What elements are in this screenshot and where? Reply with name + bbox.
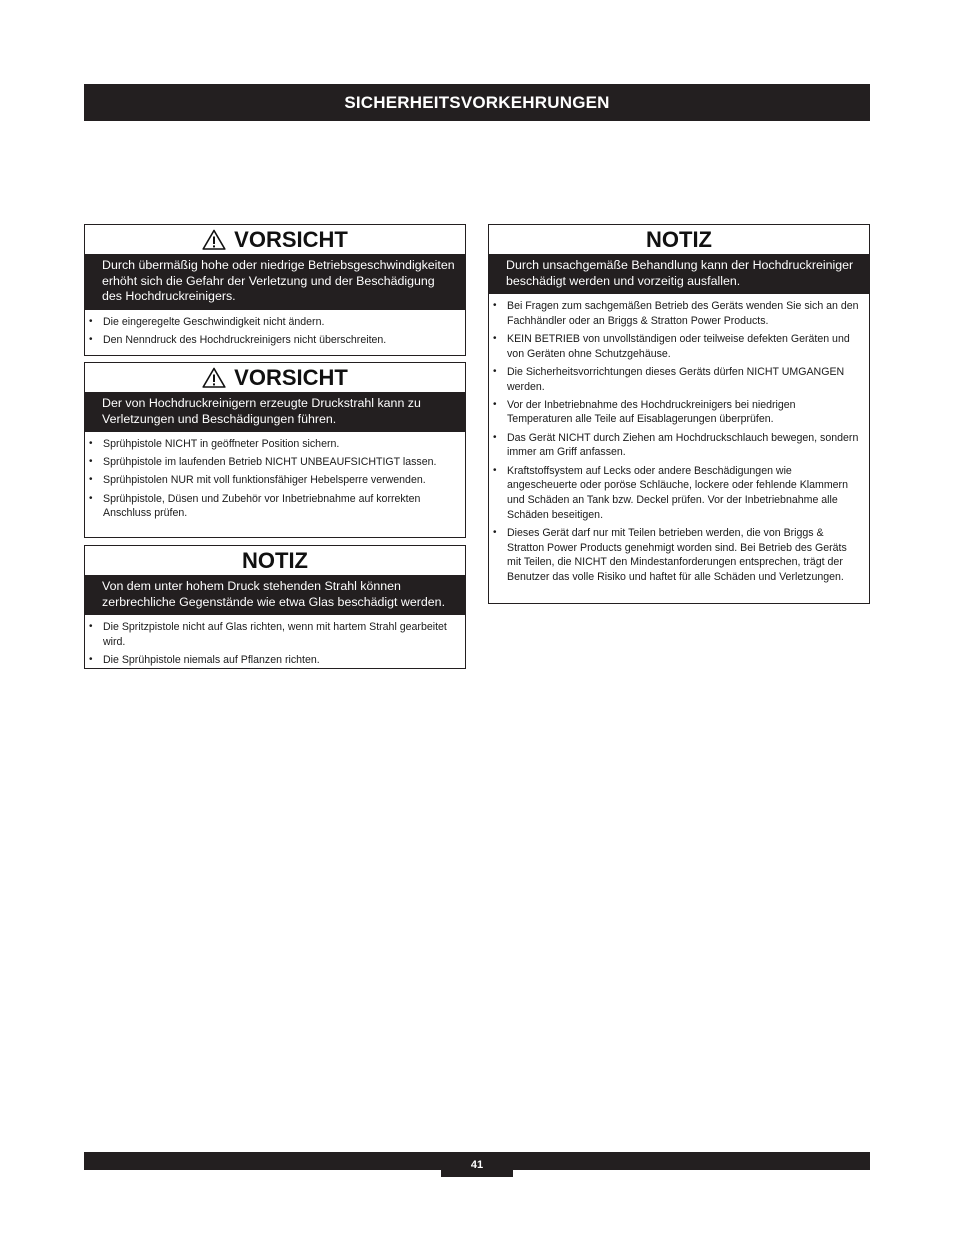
list-item: • Sprühpistole NICHT in geöffneter Position sichern. — [89, 437, 457, 452]
box-intro: Durch unsachgemäße Behandlung kann der Hochdruckreiniger beschädigt werden und vorzeitig ausfallen. — [489, 254, 869, 294]
box-intro: Der von Hochdruckreinigern erzeugte Druckstrahl kann zu Verletzungen und Beschädigungen führen. — [85, 392, 465, 432]
box-title — [489, 225, 869, 254]
list-item: • Sprühpistole, Düsen und Zubehör vor Inbetriebnahme auf korrekten Anschluss prüfen. — [89, 492, 457, 521]
list-item: • Sprühpistolen NUR mit voll funktionsfähiger Hebelsperre verwenden. — [89, 473, 457, 488]
list-item: • Vor der Inbetriebnahme des Hochdruckreinigers bei niedrigen Temperaturen alle Teile auf Eisablagerungen überprüfen. — [493, 398, 861, 427]
page-number — [441, 1152, 513, 1177]
warning-triangle-icon — [202, 367, 226, 388]
caution-box-speed — [84, 224, 466, 356]
box-title-text: VORSICHT — [234, 226, 348, 252]
list-item: • KEIN BETRIEB von unvollständigen oder teilweise defekten Geräten und von Geräten ohne Schutzgehäuse. — [493, 332, 861, 361]
page-number-text: 41 — [470, 1158, 484, 1171]
box-intro: Durch übermäßig hohe oder niedrige Betriebsgeschwindigkeiten erhöht sich die Gefahr der Verletzung und der Beschädigung des Hochdruckreinigers. — [85, 254, 465, 310]
box-title-text: NOTIZ — [242, 547, 308, 573]
box-title-text: NOTIZ — [646, 226, 712, 252]
notice-box-handling — [488, 224, 870, 604]
list-item: • Die Sicherheitsvorrichtungen dieses Geräts dürfen NICHT UMGANGEN werden. — [493, 365, 861, 394]
box-intro: Von dem unter hohem Druck stehenden Strahl können zerbrechliche Gegenstände wie etwa Glas beschädigt werden. — [85, 575, 465, 615]
list-item: • Kraftstoffsystem auf Lecks oder andere Beschädigungen wie angescheuerte oder poröse Schläuche, lockere oder fehlende Klammern und Schäden an Tank bzw. Deckel prüfen. Vor der Inbetriebnahme alle Schäden beseitigen. — [493, 464, 861, 523]
bullet-list — [489, 294, 869, 592]
list-item: • Das Gerät NICHT durch Ziehen am Hochdruckschlauch bewegen, sondern immer am Griff anfassen. — [493, 431, 861, 460]
box-title — [85, 546, 465, 575]
list-item: • Die Spritzpistole nicht auf Glas richten, wenn mit hartem Strahl gearbeitet wird. — [89, 620, 457, 649]
section-title: SICHERHEITSVORKEHRUNGEN — [344, 92, 610, 112]
list-item: • Dieses Gerät darf nur mit Teilen betrieben werden, die von Briggs & Stratton Power Products genehmigt worden sind. Bei Betrieb des Geräts mit Teilen, die NICHT den Mindestanforderungen entsprechen, trägt der Benutzer das volle Risiko und haftet für alle Schäden und Verletzungen. — [493, 526, 861, 585]
bullet-list — [85, 432, 465, 529]
list-item: • Bei Fragen zum sachgemäßen Betrieb des Geräts wenden Sie sich an den Fachhändler oder an Briggs & Stratton Power Products. — [493, 299, 861, 328]
list-item: • Die eingeregelte Geschwindigkeit nicht ändern. — [89, 315, 457, 330]
box-title-text: VORSICHT — [234, 364, 348, 390]
list-item: • Die Sprühpistole niemals auf Pflanzen richten. — [89, 653, 457, 668]
list-item: • Den Nenndruck des Hochdruckreinigers nicht überschreiten. — [89, 333, 457, 348]
section-header — [84, 84, 870, 121]
warning-triangle-icon — [202, 229, 226, 250]
bullet-list — [85, 310, 465, 355]
notice-box-glass — [84, 545, 466, 669]
box-title — [85, 225, 465, 254]
list-item: • Sprühpistole im laufenden Betrieb NICHT UNBEAUFSICHTIGT lassen. — [89, 455, 457, 470]
box-title — [85, 363, 465, 392]
bullet-list — [85, 615, 465, 675]
caution-box-spray-jet — [84, 362, 466, 538]
